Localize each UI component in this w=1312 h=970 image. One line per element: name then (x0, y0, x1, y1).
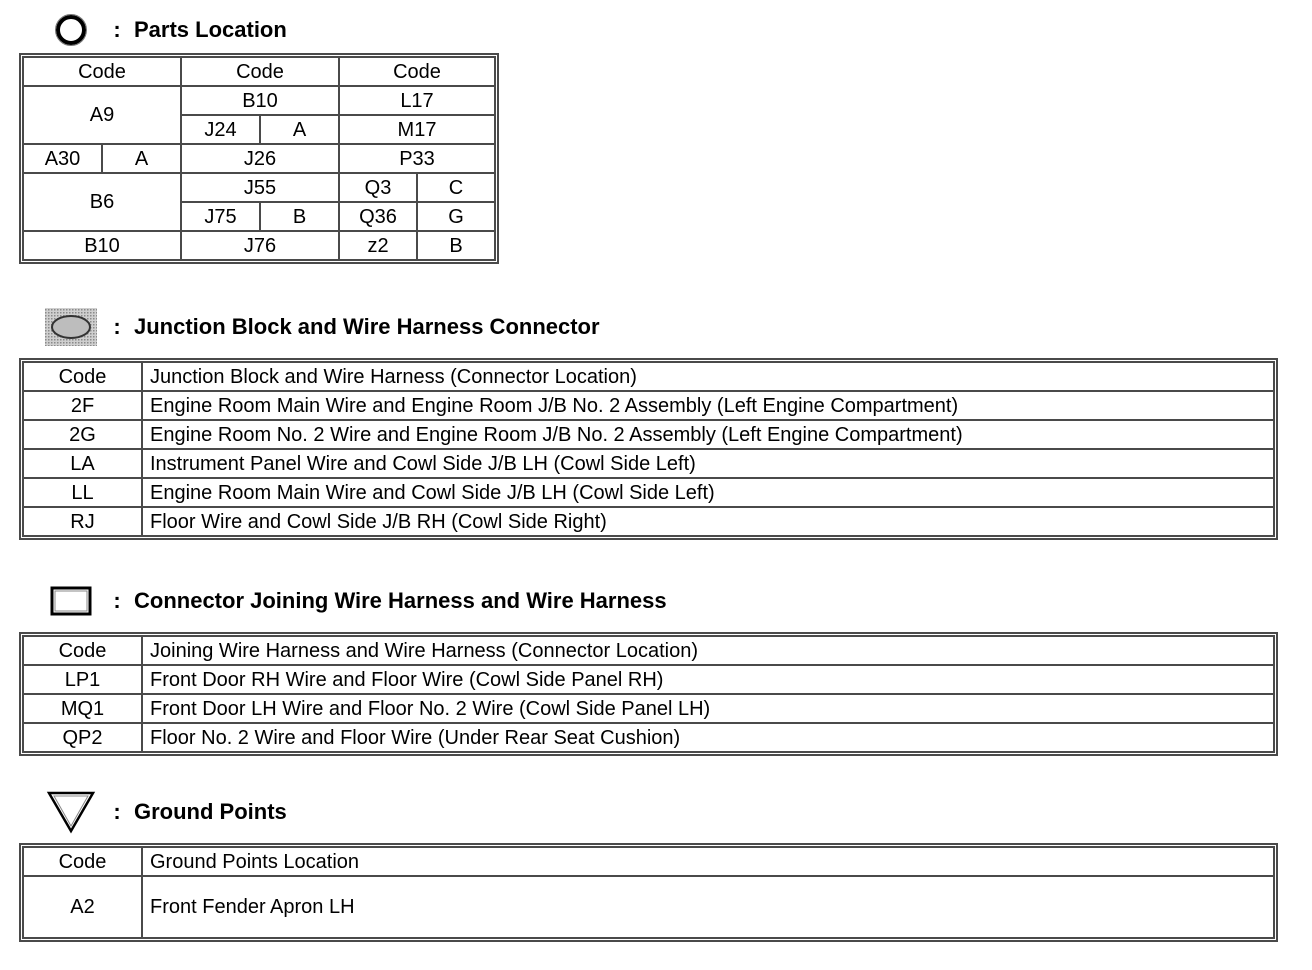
code-cell: L17 (339, 86, 495, 115)
table-row (23, 694, 1274, 723)
triangle-down-icon (40, 792, 102, 832)
header-cell: Code (181, 57, 339, 86)
desc-cell: Engine Room Main Wire and Engine Room J/B No. 2 Assembly (Left Engine Compartment) (142, 391, 1274, 420)
code-cell: J55 (181, 173, 339, 202)
ground-points-table (22, 846, 1275, 939)
table-row (23, 86, 495, 115)
ground-points-title: Ground Points (134, 799, 287, 824)
table-row (23, 665, 1274, 694)
junction-block-heading (40, 307, 600, 347)
desc-cell: Front Door RH Wire and Floor Wire (Cowl Side Panel RH) (142, 665, 1274, 694)
code-cell: B (260, 202, 339, 231)
desc-cell: Floor No. 2 Wire and Floor Wire (Under Rear Seat Cushion) (142, 723, 1274, 752)
header-code-cell: Code (23, 362, 142, 391)
code-cell: M17 (339, 115, 495, 144)
code-cell: G (417, 202, 495, 231)
code-cell: J24 (181, 115, 260, 144)
header-desc-cell: Ground Points Location (142, 847, 1274, 876)
connector-joining-heading (40, 581, 667, 621)
junction-block-title: Junction Block and Wire Harness Connector (134, 314, 600, 339)
code-cell: A9 (23, 86, 181, 144)
table-header-row (23, 636, 1274, 665)
table-row (23, 173, 495, 202)
code-cell: Q3 (339, 173, 417, 202)
table-row (23, 420, 1274, 449)
parts-location-heading (40, 10, 287, 50)
table-row (23, 507, 1274, 536)
heading-colon: : (113, 588, 121, 613)
parts-location-table (22, 56, 496, 261)
code-cell: A2 (23, 876, 142, 938)
table-header-row (23, 57, 495, 86)
header-cell: Code (339, 57, 495, 86)
code-cell: J76 (181, 231, 339, 260)
desc-cell: Engine Room Main Wire and Cowl Side J/B LH (Cowl Side Left) (142, 478, 1274, 507)
desc-cell: Front Fender Apron LH (142, 876, 1274, 938)
code-cell: B6 (23, 173, 181, 231)
code-cell: LP1 (23, 665, 142, 694)
code-cell: B10 (23, 231, 181, 260)
ground-points-heading (40, 792, 287, 832)
table-row (23, 144, 495, 173)
code-cell: B (417, 231, 495, 260)
header-cell: Code (23, 57, 181, 86)
header-desc-cell: Junction Block and Wire Harness (Connector Location) (142, 362, 1274, 391)
code-cell: A (260, 115, 339, 144)
code-cell: C (417, 173, 495, 202)
code-cell: J75 (181, 202, 260, 231)
square-icon (40, 581, 102, 621)
code-cell: J26 (181, 144, 339, 173)
desc-cell: Front Door LH Wire and Floor No. 2 Wire (Cowl Side Panel LH) (142, 694, 1274, 723)
desc-cell: Floor Wire and Cowl Side J/B RH (Cowl Side Right) (142, 507, 1274, 536)
table-header-row (23, 847, 1274, 876)
code-cell: A (102, 144, 181, 173)
table-row (23, 723, 1274, 752)
heading-colon: : (113, 799, 121, 824)
table-row (23, 478, 1274, 507)
shaded-oval-icon (40, 307, 102, 347)
code-cell: Q36 (339, 202, 417, 231)
heading-colon: : (113, 314, 121, 339)
connector-joining-table (22, 635, 1275, 753)
table-row (23, 391, 1274, 420)
table-row (23, 231, 495, 260)
table-row (23, 449, 1274, 478)
connector-joining-title: Connector Joining Wire Harness and Wire Harness (134, 588, 667, 613)
table-row (23, 876, 1274, 938)
code-cell: MQ1 (23, 694, 142, 723)
code-cell: 2G (23, 420, 142, 449)
heading-colon: : (113, 17, 121, 42)
code-cell: RJ (23, 507, 142, 536)
parts-location-title: Parts Location (134, 17, 287, 42)
header-desc-cell: Joining Wire Harness and Wire Harness (Connector Location) (142, 636, 1274, 665)
header-code-cell: Code (23, 636, 142, 665)
desc-cell: Instrument Panel Wire and Cowl Side J/B LH (Cowl Side Left) (142, 449, 1274, 478)
code-cell: LA (23, 449, 142, 478)
code-cell: z2 (339, 231, 417, 260)
code-cell: A30 (23, 144, 102, 173)
desc-cell: Engine Room No. 2 Wire and Engine Room J/B No. 2 Assembly (Left Engine Compartment) (142, 420, 1274, 449)
code-cell: QP2 (23, 723, 142, 752)
table-header-row (23, 362, 1274, 391)
circle-icon (40, 10, 102, 50)
header-code-cell: Code (23, 847, 142, 876)
junction-block-table (22, 361, 1275, 537)
code-cell: 2F (23, 391, 142, 420)
code-cell: LL (23, 478, 142, 507)
code-cell: P33 (339, 144, 495, 173)
code-cell: B10 (181, 86, 339, 115)
